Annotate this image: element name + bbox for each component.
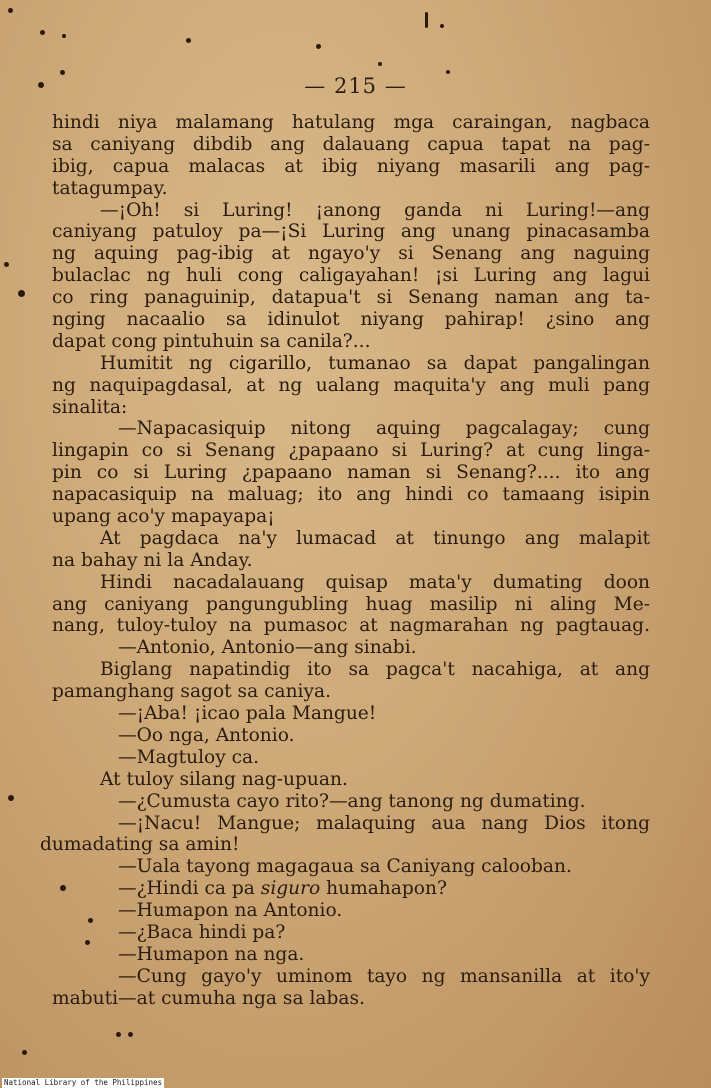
text-line: ng naquipagdasal, at ng ualang maquita'y ang muli pang	[52, 374, 650, 396]
text-line: ng aquing pag-ibig at ngayo'y si Senang ang naguing	[52, 243, 650, 265]
ink-speck	[116, 1032, 121, 1037]
text-line: —¿Hindi ca pa siguro humahapon?	[118, 878, 447, 900]
text-line: pamanghang sagot sa caniya.	[52, 681, 331, 703]
text-line: dumadating sa amin!	[40, 834, 240, 856]
page-number: — 215 —	[304, 74, 407, 98]
text-line: —Uala tayong magagaua sa Caniyang calooban.	[118, 856, 572, 878]
text-line: Hindi nacadalauang quisap mata'y dumating doon	[100, 571, 650, 593]
ink-speck	[8, 8, 13, 13]
text-line: Biglang napatindig ito sa pagca't nacahiga, at ang	[100, 659, 650, 681]
text-line: nging nacaalio sa idinulot niyang pahirap! ¿sino ang	[52, 309, 650, 331]
text-line: —Oo nga, Antonio.	[118, 724, 295, 746]
text-line: nang, tuloy-tuloy na pumasoc at nagmarahan ng pagtauag.	[52, 615, 650, 637]
ink-speck	[62, 34, 66, 38]
text-line: lingapin co si Senang ¿papaano si Luring? at cung linga-	[52, 440, 650, 462]
text-line: —Humapon na nga.	[118, 943, 305, 965]
text-line: —¡Oh! si Luring! ¡anong ganda ni Luring!—ang	[100, 199, 650, 221]
text-line: bulaclac ng huli cong caligayahan! ¡si Luring ang lagui	[52, 265, 650, 287]
text-line: —Magtuloy ca.	[118, 746, 260, 768]
ink-speck	[8, 795, 14, 801]
body-text	[40, 112, 650, 1010]
text-line: mabuti—at cumuha nga sa labas.	[52, 987, 365, 1009]
text-line: pin co si Luring ¿papaano naman si Senang?.... ito ang	[52, 462, 650, 484]
text-line: sinalita:	[52, 396, 128, 418]
text-line: ibig, capua malacas at ibig niyang masarili ang pag-	[52, 155, 650, 177]
text-line: napacasiquip na maluag; ito ang hindi co tamaang isipin	[52, 484, 650, 506]
text-line: caniyang patuloy pa—¡Si Luring ang unang pinacasamba	[52, 221, 650, 243]
ink-speck	[440, 24, 444, 28]
text-line: At pagdaca na'y lumacad at tinungo ang malapit	[100, 527, 650, 549]
text-line: Humitit ng cigarillo, tumanao sa dapat pangalingan	[100, 352, 650, 374]
text-line: upang aco'y mapayapa¡	[52, 506, 275, 528]
text-line: hindi niya malamang hatulang mga caraingan, nagbaca	[52, 112, 650, 133]
text-line: co ring panaguinip, datapua't si Senang naman ang ta-	[52, 287, 650, 309]
text-line: —Cung gayo'y uminom tayo ng mansanilla at ito'y	[118, 965, 650, 987]
ink-speck	[40, 30, 45, 35]
text-line: —¿Cumusta cayo rito?—ang tanong ng dumating.	[118, 790, 586, 812]
ink-speck	[18, 290, 25, 297]
text-line: dapat cong pintuhuin sa canila?...	[52, 330, 371, 352]
ink-speck	[128, 1032, 133, 1037]
italic-word: siguro	[260, 878, 321, 900]
text-line: —¡Aba! ¡icao pala Mangue!	[118, 703, 377, 725]
ink-speck	[22, 1050, 27, 1055]
ink-speck	[316, 44, 321, 49]
text-line: ang caniyang pangungubling huag masilip ni aling Me-	[52, 593, 650, 615]
text-line: sa caniyang dibdib ang dalauang capua tapat na pag-	[52, 133, 650, 155]
ink-speck	[425, 12, 428, 28]
text-line: At tuloy silang nag-upuan.	[100, 768, 348, 790]
library-footer: National Library of the Philippines	[4, 1078, 163, 1087]
ink-speck	[378, 62, 382, 66]
text-line: tatagumpay.	[52, 177, 168, 199]
text-line: —¿Baca hindi pa?	[118, 921, 286, 943]
text-line: —Antonio, Antonio—ang sinabi.	[118, 637, 417, 659]
ink-speck	[186, 38, 191, 43]
text-line: na bahay ni la Anday.	[52, 549, 253, 571]
text-line: —¡Nacu! Mangue; malaquing aua nang Dios itong	[118, 812, 650, 834]
text-line: —Napacasiquip nitong aquing pagcalagay; cung	[118, 418, 650, 440]
text-line: —Humapon na Antonio.	[118, 900, 343, 922]
ink-speck	[4, 262, 9, 267]
